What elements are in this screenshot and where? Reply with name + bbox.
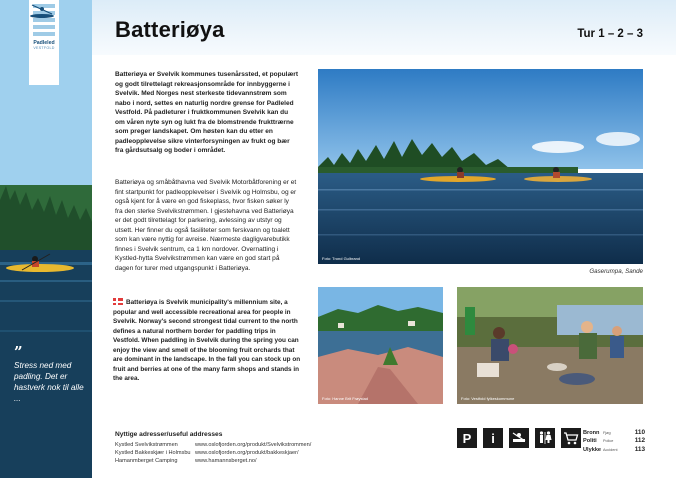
uk-flag-icon [113, 298, 123, 305]
ref-label: Politi [583, 438, 597, 445]
parking-icon: P [457, 428, 477, 448]
page-header [92, 0, 676, 55]
shop-icon [561, 428, 581, 448]
toilet-icon [535, 428, 555, 448]
main-photo [318, 69, 643, 264]
intro-paragraph: Batteriøya er Svelvik kommunes tusenårssted, et populært og godt tilrettelagt rekreasjonsområde for innbyggerne i Svelvik. Med Norges nest sterkeste tidevannstrøm som nabo i nord, settes en naturlig nordre grense for Padleled Vestfold. På padleturer i fruktkommunen Svelvik kan du om våren nyte syn og lukt fra de blomstrende frukttrærne som preger landskapet. Om høsten kan du etter en padleopplevelse sikre vinterforsyningen av frukt og bær fra gårdsutsalg og boder i området. [115, 71, 299, 154]
main-photo-caption: Gaserumpa, Sande [589, 268, 643, 275]
kayakers-photo [318, 69, 643, 264]
english-paragraph [113, 298, 303, 384]
english-text: Batteriøya is Svelvik municipality's millennium site, a popular and well accessible recreational area for people in Svelvik. Norway's second strongest tidal current to the north defines a natural northern border for paddling trips in Vestfold. When paddling in Svelvik during the spring you can enjoy the view and smell of the blooming fruit orchards that are dominant in the landscape. In the fall you can stock up on fruit and berries at one of the many farm shops and stands in the area. [113, 299, 301, 382]
address-name: Kystled Bakkeskjær i Holmsbu [115, 450, 191, 456]
left-photo-credit: Foto: Hanne Brit Frøystad [322, 396, 369, 401]
info-icon: i [483, 428, 503, 448]
campfire-photo [457, 287, 643, 404]
ref-number: 112 [634, 437, 645, 445]
ref-sub: Accident [603, 447, 618, 452]
ref-label: Bronn [583, 430, 600, 436]
address-row [115, 449, 435, 457]
main-photo-credit: Foto: Trond Gulbrand [322, 256, 361, 261]
pull-quote [14, 343, 90, 404]
ref-sub: Police [603, 439, 614, 444]
rocks-photo [318, 287, 443, 404]
address-row [115, 441, 435, 449]
logo-subtitle: VESTFOLD [33, 46, 55, 50]
address-name: Hamanmberget Camping [115, 458, 178, 464]
address-url[interactable]: www.oslofjorden.org/produkt/bakkeskjaer/ [195, 450, 299, 456]
address-url[interactable]: www.oslofjorden.org/produkt/Svelvikstrommen/ [195, 442, 312, 448]
tour-label: Tur 1 – 2 – 3 [577, 28, 643, 40]
kayak-launch-icon [509, 428, 529, 448]
logo-brand: Padleled [33, 40, 55, 46]
kayak-icon [29, 2, 55, 20]
address-url[interactable]: www.hamannsberget.no/ [195, 458, 257, 464]
address-row [115, 457, 435, 465]
quote-mark-icon: ” [14, 343, 23, 361]
ref-number: 113 [634, 445, 645, 453]
details-paragraph: Batteriøya og småbåthavna ved Svelvik Motorbåtforening er et fint startpunkt for padleopplevelser i Svelvik og Holmsbu, og er også kjent for å være en god fiskeplass, hvor fisken søker ly fra den sterke Svelvikstrømmen. I gjestehavna ved Batteriøya er det godt tilrettelagt for parkering, avlessing av utstyr og utsett. Her finner du også fasiliteter som ferskvann og toalett som kan være nyttig for avreise. Nærmeste dagligvarebutikk finnes i Svelvik sentrum, ca 1 km nordover. Overnatting i Kystled-hytta Svelvikstrømmen kan være en god start på dagen for turer med utgangspunkt i Batteriøya. [115, 179, 297, 272]
camp-photo [457, 287, 643, 404]
side-photo-strip [0, 0, 92, 478]
ref-sub: Fjøg [603, 431, 611, 435]
ref-row [583, 437, 645, 445]
coast-photo [318, 287, 443, 404]
addresses-title: Nyttige adresser/useful addresses [115, 431, 223, 438]
facility-icons [457, 428, 581, 448]
page-title: Batteriøya [115, 17, 225, 42]
useful-addresses [115, 431, 435, 465]
address-list [115, 441, 435, 465]
ref-number: 110 [634, 429, 645, 436]
emergency-numbers [583, 429, 645, 454]
ref-row [583, 429, 645, 437]
ref-row [583, 446, 645, 454]
ref-label: Ulykke [583, 446, 602, 453]
right-photo-credit: Foto: Vestfold fylkeskommune [461, 396, 515, 401]
quote-text: Stress ned med padling. Det er hastverk nok til alle ... [14, 361, 84, 403]
padleled-logo [29, 0, 59, 85]
address-name: Kystled Svelvikstrømmen [115, 442, 178, 448]
